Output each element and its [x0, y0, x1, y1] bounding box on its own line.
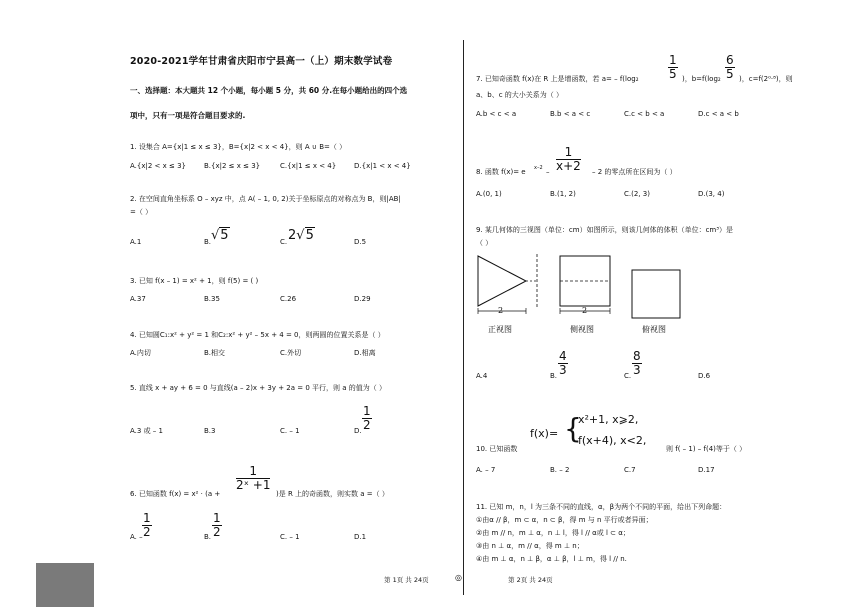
q1-option-a: A.{x|2 < x ≤ 3}	[130, 162, 186, 170]
q4-stem: 4. 已知圆C₁:x² + y² = 1 和C₂:x² + y² – 5x + 4 = 0，则两圆的位置关系是（ ）	[130, 331, 385, 339]
q10-stem-part2: 则 f( – 1) – f(4)等于（ ）	[666, 445, 747, 453]
q1-option-c: C.{x|1 ≤ x < 4}	[280, 162, 337, 170]
q1-stem: 1. 设集合 A={x|1 ≤ x ≤ 3}，B={x|2 < x < 4}，则 A ∪ B=（ ）	[130, 143, 347, 151]
q2-option-b-prefix: B.	[204, 238, 212, 246]
q5-stem: 5. 直线 x + ay + 6 = 0 与直线(a – 2)x + 3y + 2a = 0 平行，则 a 的值为（ ）	[130, 384, 387, 392]
q4-option-c: C.外切	[280, 349, 302, 357]
q11-proposition-2: ②由 m // n，m ⊥ α，n ⊥ l，得 l // α或 l ⊂ α；	[476, 529, 630, 537]
front-view	[478, 254, 538, 314]
q6-option-b-prefix: B.	[204, 533, 212, 541]
q10-option-c: C.7	[624, 466, 636, 474]
q7-option-d: D.c < a < b	[698, 110, 739, 118]
q9-option-b-prefix: B.	[550, 372, 558, 380]
q10-option-d: D.17	[698, 466, 715, 474]
q1-option-d: D.{x|1 < x < 4}	[354, 162, 411, 170]
q9-option-a: A.4	[476, 372, 488, 380]
q4-option-b: B.相交	[204, 349, 226, 357]
q8-option-c: C.(2, 3)	[624, 190, 650, 198]
q8-option-d: D.(3, 4)	[698, 190, 725, 198]
q9-option-b-fraction: $\frac{4}{3}$	[559, 349, 567, 377]
q9-option-c-fraction: $\frac{8}{3}$	[633, 349, 641, 377]
q8-stem-part2: – 2 的零点所在区间为（ ）	[592, 168, 677, 176]
q4-option-a: A.内切	[130, 349, 151, 357]
q2-option-c-sqrt: 2√5	[288, 228, 314, 243]
q6-option-c: C. – 1	[280, 533, 300, 541]
q5-option-b: B.3	[204, 427, 216, 435]
q6-fraction: $\frac{1}{\text{2ˣ +1}}$	[236, 464, 271, 492]
q9-stem: 9. 某几何体的三视图（单位：cm）如图所示，则该几何体的体积（单位：cm³）是	[476, 226, 734, 234]
exam-title: 2020-2021学年甘肃省庆阳市宁县高一（上）期末数学试卷	[130, 56, 393, 67]
q7-stem-part3: )，c=f(2⁰·⁸)，则	[739, 75, 793, 83]
q11-stem: 11. 已知 m，n，l 为三条不同的直线，α，β为两个不同的平面，给出下列命题：	[476, 503, 727, 511]
q7-fraction-2: $\frac{6}{5}$	[726, 53, 734, 81]
q2-option-b-sqrt: √5	[211, 228, 229, 243]
q5-option-c: C. – 1	[280, 427, 300, 435]
section-heading-line1: 一、选择题：本大题共 12 个小题，每小题 5 分，共 60 分.在每小题给出的四个选	[130, 86, 408, 95]
q6-stem-part2: )是 R 上的奇函数，则实数 a =（ ）	[276, 490, 389, 498]
q9-stem-cont: （ ）	[476, 239, 493, 247]
page-number-left: 第 1页 共 24页	[384, 576, 429, 584]
q7-fraction-1: $\frac{1}{5}$	[669, 53, 677, 81]
q4-option-d: D.相离	[354, 349, 376, 357]
q10-option-a: A. – 7	[476, 466, 496, 474]
q6-option-d: D.1	[354, 533, 367, 541]
q8-exponent: x–2	[534, 165, 543, 171]
q2-option-d: D.5	[354, 238, 367, 246]
q2-option-a: A.1	[130, 238, 142, 246]
q7-option-b: B.b < a < c	[550, 110, 591, 118]
q8-stem-part1: 8. 函数 f(x)= e	[476, 168, 526, 176]
q10-option-b: B. – 2	[550, 466, 570, 474]
q7-stem-part1: 7. 已知奇函数 f(x)在 R 上是增函数，若 a= – f(log₂	[476, 75, 639, 83]
three-view-figure	[476, 250, 706, 325]
q1-option-b: B.{x|2 ≤ x ≤ 3}	[204, 162, 261, 170]
q6-stem-part1: 6. 已知函数 f(x) = x² · (a +	[130, 490, 221, 498]
q7-stem-cont: a、b、c 的大小关系为（ ）	[476, 91, 564, 99]
q11-proposition-4: ④由 m ⊥ α，n ⊥ β，α ⊥ β，l ⊥ m，得 l // n.	[476, 555, 627, 563]
q3-option-a: A.37	[130, 295, 146, 303]
q7-option-c: C.c < b < a	[624, 110, 665, 118]
q2-stem-cont: =（ ）	[130, 208, 153, 216]
q6-option-a-prefix: A. –	[130, 533, 143, 541]
q10-brace: {	[564, 412, 582, 445]
top-view-label: 俯视图	[642, 325, 666, 334]
footer-circle-icon: ◎	[455, 573, 462, 582]
q10-stem: 10. 已知函数	[476, 445, 518, 453]
q5-option-a: A.3 或 – 1	[130, 427, 163, 435]
right-page	[476, 0, 793, 607]
q3-option-b: B.35	[204, 295, 220, 303]
q8-stem-minus: –	[546, 168, 550, 176]
q2-stem: 2. 在空间直角坐标系 O – xyz 中，点 A( – 1, 0, 2)关于坐标原点的对称点为 B，则|AB|	[130, 195, 401, 203]
q7-option-a: A.b < c < a	[476, 110, 517, 118]
q8-option-b: B.(1, 2)	[550, 190, 576, 198]
q8-option-a: A.(0, 1)	[476, 190, 502, 198]
q5-option-d-fraction: $\frac{1}{2}$	[363, 404, 371, 432]
page-divider	[463, 40, 464, 595]
q9-option-c-prefix: C.	[624, 372, 632, 380]
front-view-dimension: 2	[498, 306, 504, 315]
side-view-dimension: 2	[582, 306, 588, 315]
q6-option-a-fraction: $\frac{1}{2}$	[143, 511, 151, 539]
q10-function-lhs: f(x)=	[530, 427, 559, 440]
page-number-right: 第 2页 共 24页	[508, 576, 553, 584]
q5-option-d-prefix: D.	[354, 427, 362, 435]
q8-fraction: $\frac{1}{x+2}$	[556, 145, 581, 173]
q3-stem: 3. 已知 f(x – 1) = x² + 1，则 f(5) = ( )	[130, 277, 259, 285]
q3-option-c: C.26	[280, 295, 297, 303]
q3-option-d: D.29	[354, 295, 371, 303]
top-view	[632, 270, 680, 318]
section-heading-line2: 项中，只有一项是符合题目要求的.	[130, 111, 246, 120]
q7-stem-part2: )，b=f(log₂	[682, 75, 721, 83]
q2-option-c-prefix: C.	[280, 238, 288, 246]
q11-proposition-3: ③由 n ⊥ α，m // α，得 m ⊥ n；	[476, 542, 584, 550]
q9-option-d: D.6	[698, 372, 711, 380]
q10-case-1: x²+1, x⩾2,	[578, 413, 639, 426]
q6-option-b-fraction: $\frac{1}{2}$	[213, 511, 221, 539]
corner-thumbnail	[36, 563, 94, 607]
side-view-label: 侧视图	[570, 325, 594, 334]
q10-case-2: f(x+4), x<2,	[578, 434, 647, 447]
left-page	[118, 0, 456, 607]
q11-proposition-1: ①由α // β，m ⊂ α，n ⊂ β，得 m 与 n 平行或者异面；	[476, 516, 653, 524]
front-view-label: 正视图	[488, 325, 512, 334]
